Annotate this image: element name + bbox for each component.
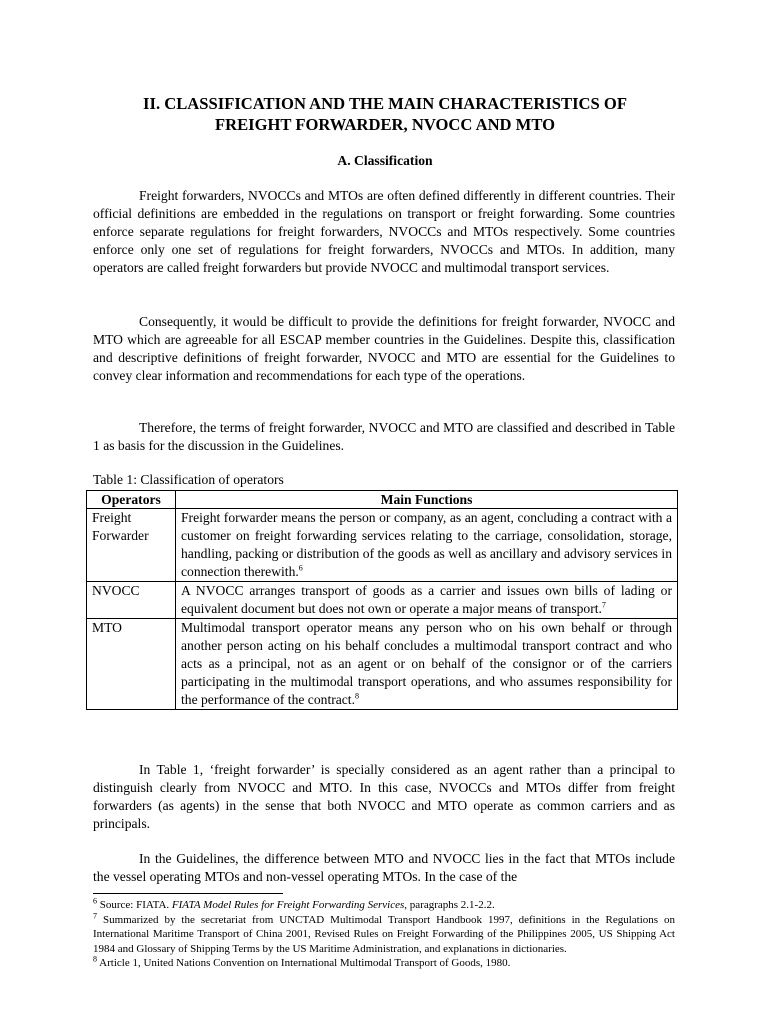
footnote-divider <box>93 893 283 894</box>
table-caption: Table 1: Classification of operators <box>93 472 284 487</box>
footnote-ref: 6 <box>298 563 303 573</box>
footnote-number: 7 <box>93 910 97 920</box>
table-row <box>87 509 678 582</box>
footnote-title: FIATA Model Rules for Freight Forwarding Services <box>171 899 405 911</box>
footnote-ref: 8 <box>354 691 359 701</box>
footnote-text: Source: FIATA. <box>99 899 172 911</box>
paragraph-4: In Table 1, ‘freight forwarder’ is specially considered as an agent rather than a principal to distinguish clearly from NVOCC and MTO. In this case, NVOCCs and MTOs differ from freight forwarders (as agents) in the sense that both NVOCC and MTO operate as common carriers and as principals. <box>93 762 675 831</box>
footnote-8 <box>93 956 675 971</box>
footnote-ref: 7 <box>601 600 606 610</box>
footnote-text: Article 1, United Nations Convention on International Multimodal Transport of Goods, 1980. <box>99 957 511 969</box>
function-text: A NVOCC arranges transport of goods as a carrier and issues own bills of lading or equivalent document but does not own or operate a major means of transport. <box>181 583 672 616</box>
operator-cell: MTO <box>87 619 176 710</box>
paragraph-3: Therefore, the terms of freight forwarder, NVOCC and MTO are classified and described in Table 1 as basis for the discussion in the Guidelines. <box>93 420 675 453</box>
paragraph-2: Consequently, it would be difficult to provide the definitions for freight forwarder, NVOCC and MTO which are agreeable for all ESCAP member countries in the Guidelines. Despite this, classification and descriptive definitions of freight forwarder, NVOCC and MTO are essential for the Guidelines to convey clear information and recommendations for each type of the operations. <box>93 314 675 383</box>
table-row <box>87 582 678 619</box>
chapter-title <box>93 93 677 135</box>
operator-cell: NVOCC <box>87 582 176 619</box>
paragraph-1: Freight forwarders, NVOCCs and MTOs are often defined differently in different countries. Their official definitions are embedded in the regulations on transport or freight forwarding. Some countries enforce separate regulations for freight forwarders, NVOCCs and MTOs respectively. Some countries enforce only one set of regulations for freight forwarders, NVOCCs and MTOs. In addition, many operators are called freight forwarders but provide NVOCC and multimodal transport services. <box>93 188 675 275</box>
operator-cell: Freight Forwarder <box>87 509 176 582</box>
footnotes <box>93 898 675 971</box>
footnote-text: Summarized by the secretariat from UNCTAD Multimodal Transport Handbook 1997, definitions in the Regulations on International Maritime Transport of China 2001, Revised Rules on Freight Forwarding of the Philippines 2005, US Shipping Act 1984 and Glossary of Shipping Terms by the US Maritime Administration, and explanations in dictionaries. <box>93 913 676 955</box>
paragraph-5: In the Guidelines, the difference between MTO and NVOCC lies in the fact that MTOs include the vessel operating MTOs and non-vessel operating MTOs. In the case of the <box>93 851 675 884</box>
footnote-7 <box>93 910 676 957</box>
table-row <box>87 619 678 710</box>
classification-table <box>86 490 678 710</box>
function-cell <box>176 619 678 710</box>
function-cell <box>176 582 678 619</box>
table-header-row <box>87 491 678 509</box>
function-text: Multimodal transport operator means any person who on his own behalf or through another person acting on his behalf concludes a multimodal transport contract and who acts as a principal, not as an agent or on behalf of the consignor or of the carriers participating in the multimodal transport operations, and who assumes responsibility for the performance of the contract. <box>181 620 672 707</box>
chapter-title-line-1: II. CLASSIFICATION AND THE MAIN CHARACTERISTICS OF <box>143 94 627 113</box>
chapter-title-line-2: FREIGHT FORWARDER, NVOCC AND MTO <box>214 115 556 134</box>
footnote-text: , paragraphs 2.1-2.2. <box>404 899 495 911</box>
footnote-6 <box>93 898 675 913</box>
header-main-functions: Main Functions <box>176 491 678 509</box>
section-heading: A. Classification <box>337 153 433 168</box>
function-cell <box>176 509 678 582</box>
function-text: Freight forwarder means the person or company, as an agent, concluding a contract with a customer on freight forwarding services relating to the carriage, consolidation, storage, handling, packing or distribution of the goods as well as ancillary and advisory services in connection therewith. <box>181 510 672 579</box>
footnote-number: 8 <box>93 954 97 964</box>
footnote-number: 6 <box>93 896 97 906</box>
header-operators: Operators <box>87 491 176 509</box>
